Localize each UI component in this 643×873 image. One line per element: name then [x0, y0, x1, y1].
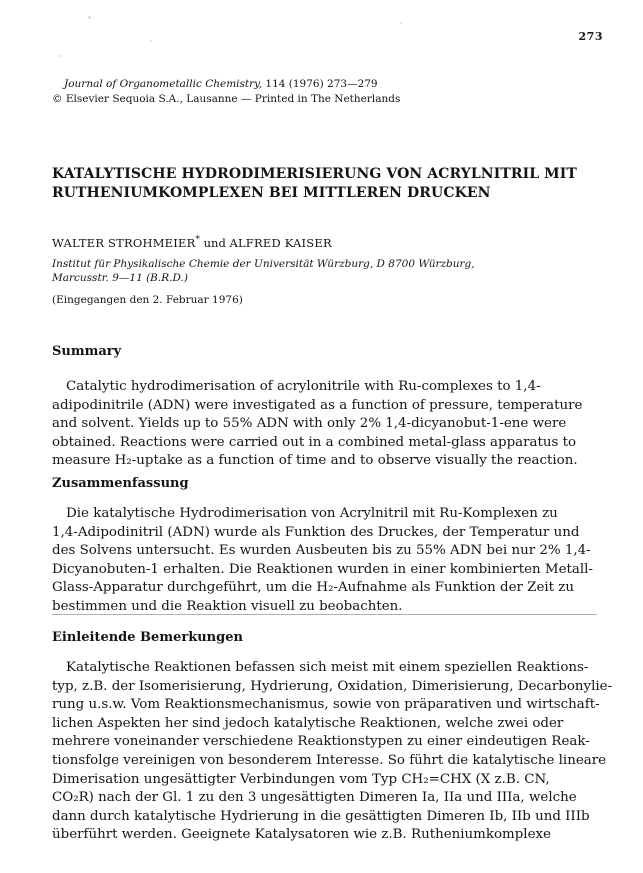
section-heading-einleitende-bemerkungen: Einleitende Bemerkungen [52, 630, 243, 645]
text-line: obtained. Reactions were carried out in a combined metal-glass apparatus to [52, 434, 577, 450]
zusammenfassung-paragraph [52, 505, 598, 617]
summary-paragraph [52, 378, 598, 471]
title-line: KATALYTISCHE HYDRODIMERISIERUNG VON ACRYLNITRIL MIT [52, 166, 577, 182]
page-number: 273 [578, 30, 603, 43]
text-line: lichen Aspekten her sind jedoch katalytische Reaktionen, welche zwei oder [52, 715, 564, 731]
received-date: (Eingegangen den 2. Februar 1976) [52, 294, 243, 306]
text-line: 1,4-Adipodinitril (ADN) wurde als Funktion des Druckes, der Temperatur und [52, 524, 580, 540]
text-line: bestimmen und die Reaktion visuell zu beobachten. [52, 598, 403, 614]
text-line: Glass-Apparatur durchgeführt, um die H₂-Aufnahme als Funktion der Zeit zu [52, 580, 574, 596]
text-line: tionsfolge vereinigen von besonderem Interesse. So führt die katalytische lineare [52, 752, 607, 768]
text-line: Die katalytische Hydrodimerisation von Acrylnitril mit Ru-Komplexen zu [66, 506, 558, 521]
text-line: Dimerisation ungesättigter Verbindungen vom Typ CH₂=CHX (X z.B. CN, [52, 771, 550, 787]
text-line: adipodinitrile (ADN) were investigated as a function of pressure, temperature [52, 397, 583, 413]
journal-volume-pages: 114 (1976) 273—279 [265, 78, 378, 90]
text-line: typ, z.B. der Isomerisierung, Hydrierung, Oxidation, Dimerisierung, Decarbonylie- [52, 678, 613, 694]
text-line: CO₂R) nach der Gl. 1 zu den 3 ungesättigten Dimeren Ia, IIa und IIIa, welche [52, 790, 577, 806]
affiliation [52, 257, 612, 285]
einleitende-bemerkungen-paragraph [52, 659, 613, 845]
author-name: ALFRED KAISER [229, 235, 332, 250]
affiliation-line: Institut für Physikalische Chemie der Universität Würzburg, D 8700 Würzburg, [52, 258, 475, 270]
affiliation-line: Marcusstr. 9—11 (B.R.D.) [52, 272, 188, 284]
text-line: überführt werden. Geeignete Katalysatoren wie z.B. Rutheniumkomplexe [52, 827, 551, 843]
author-separator: und [203, 235, 226, 250]
text-line: measure H₂-uptake as a function of time and to observe visually the reaction. [52, 453, 578, 469]
text-line: rung u.s.w. Vom Reaktionsmechanismus, sowie von präparativen und wirtschaft- [52, 697, 600, 713]
section-divider [52, 614, 597, 615]
journal-citation [64, 78, 378, 90]
text-line: dann durch katalytische Hydrierung in die gesättigten Dimeren Ib, IIb und IIIb [52, 808, 590, 824]
section-heading-summary: Summary [52, 344, 122, 359]
corresponding-author-mark: * [195, 235, 200, 245]
section-heading-zusammenfassung: Zusammenfassung [52, 476, 189, 491]
author-name: WALTER STROHMEIER [52, 235, 196, 250]
text-line: des Solvens untersucht. Es wurden Ausbeuten bis zu 55% ADN bei nur 2% 1,4- [52, 543, 591, 559]
journal-name: Journal of Organometallic Chemistry, [64, 78, 263, 90]
title-line: RUTHENIUMKOMPLEXEN BEI MITTLEREN DRUCKEN [52, 185, 491, 201]
text-line: Catalytic hydrodimerisation of acrylonitrile with Ru-complexes to 1,4- [66, 379, 541, 394]
scan-artifact [400, 22, 402, 24]
authors [52, 235, 332, 250]
scan-artifact [88, 16, 91, 19]
text-line: Dicyanobuten-1 erhalten. Die Reaktionen wurden in einer kombinierten Metall- [52, 561, 593, 577]
article-title [52, 165, 612, 203]
text-line: and solvent. Yields up to 55% ADN with only 2% 1,4-dicyanobut-1-ene were [52, 416, 567, 432]
scan-artifact [60, 55, 62, 57]
text-line: mehrere voneinander verschiedene Reaktionstypen zu einer eindeutigen Reak- [52, 734, 590, 750]
publisher-line: © Elsevier Sequoia S.A., Lausanne — Printed in The Netherlands [52, 93, 401, 105]
text-line: Katalytische Reaktionen befassen sich meist mit einem speziellen Reaktions- [66, 660, 589, 675]
